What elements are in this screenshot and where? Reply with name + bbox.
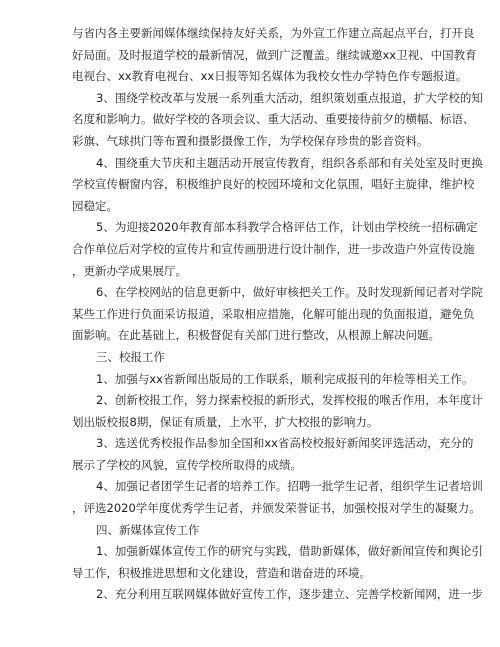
section-heading-school-newspaper: [72, 347, 430, 369]
text-line: 学校宣传橱窗内容，积极维护良好的校园环境和文化氛围，唱好主旋律，维护校: [72, 177, 475, 192]
text-line: 名度和影响力。做好学校的各项会议、重大活动、重要接待前夕的横幅、标语、: [72, 112, 475, 127]
text-line: 展示了学校的风貌，宣传学校所取得的成绩。: [72, 457, 302, 472]
text-line: 合作单位后对学校的宣传片和宣传画册进行设计制作，进一步改造户外宣传设施: [72, 241, 475, 256]
section-heading-new-media: [72, 520, 430, 542]
text-line: 2、充分利用互联网媒体做好宣传工作，逐步建立、完善学校新闻网，进一步: [96, 587, 483, 602]
text-line: 彩旗、气球拱门等布置和摄影摄像工作，为学校保存珍贵的影音资料。: [72, 133, 429, 148]
text-line: 3、选送优秀校报作品参加全国和xx省高校校报好新闻奖评选活动，充分的: [96, 436, 474, 451]
paragraph-newspaper-4: [72, 476, 483, 519]
text-line: 5、为迎接2020年教育部本科教学合格评估工作，计划由学校统一招标确定: [96, 220, 478, 235]
text-line: 与省内各主要新闻媒体继续保持友好关系，为外宣工作建立高起点平台，打开良: [72, 26, 475, 40]
document-body: [72, 23, 483, 606]
text-line: ，评选2020学年度优秀学生记者，并颁发荣誉证书，加强校报对学生的凝聚力。: [72, 501, 481, 516]
paragraph-newspaper-2: [72, 390, 483, 433]
text-line: 电视台、xx教育电视台、xx日报等知名媒体为我校女性办学特色作专题报道。: [72, 69, 468, 84]
text-line: ，更新办学成果展厅。: [72, 263, 187, 278]
section-heading: 四、新媒体宣传工作: [96, 522, 200, 537]
text-line: 4、围绕重大节庆和主题活动开展宣传教育，组织各系部和有关处室及时更换: [96, 155, 483, 170]
section-heading: 三、校报工作: [96, 349, 165, 364]
text-line: 划出版校报8期，保证有质量，上水平，扩大校报的影响力。: [72, 414, 379, 429]
paragraph-newspaper-3: [72, 433, 474, 476]
text-line: 某些工作进行负面采访报道，采取相应措施，化解可能出现的负面报道，避免负: [72, 306, 475, 321]
paragraph-item-3: [72, 88, 483, 153]
text-line: 1、加强与xx省新闻出版局的工作联系，顺利完成报刊的年检等相关工作。: [96, 371, 474, 386]
paragraph-media-relations: [72, 23, 477, 88]
paragraph-new-media-1: [72, 541, 483, 584]
paragraph-new-media-2: [72, 584, 483, 606]
text-line: 4、加强记者团学生记者的培养工作。招聘一批学生记者，组织学生记者培训: [96, 479, 483, 494]
text-line: 3、围绕学校改革与发展一系列重大活动，组织策划重点报道，扩大学校的知: [96, 90, 483, 105]
text-line: 导工作，积极推进思想和文化建设，营造和谐奋进的环境。: [72, 565, 371, 580]
text-line: 6、在学校网站的信息更新中，做好审核把关工作。及时发现新闻记者对学院: [96, 285, 483, 300]
paragraph-item-4: [72, 153, 483, 218]
paragraph-newspaper-1: [72, 369, 474, 391]
paragraph-item-6: [72, 282, 483, 347]
text-line: 好局面。及时报道学校的最新情况，做到广泛覆盖。继续诚邀xx卫视、中国教育: [72, 47, 477, 62]
text-line: 1、加强新媒体宣传工作的研究与实践，借助新媒体，做好新闻宣传和舆论引: [96, 544, 483, 559]
text-line: 2、创新校报工作，努力探索校报的新形式，发挥校报的喉舌作用，本年度计: [96, 393, 483, 408]
text-line: 园稳定。: [72, 198, 118, 213]
text-line: 面影响。在此基础上，积极督促有关部门进行整改，从根源上解决问题。: [72, 328, 440, 343]
paragraph-item-5: [72, 217, 478, 282]
